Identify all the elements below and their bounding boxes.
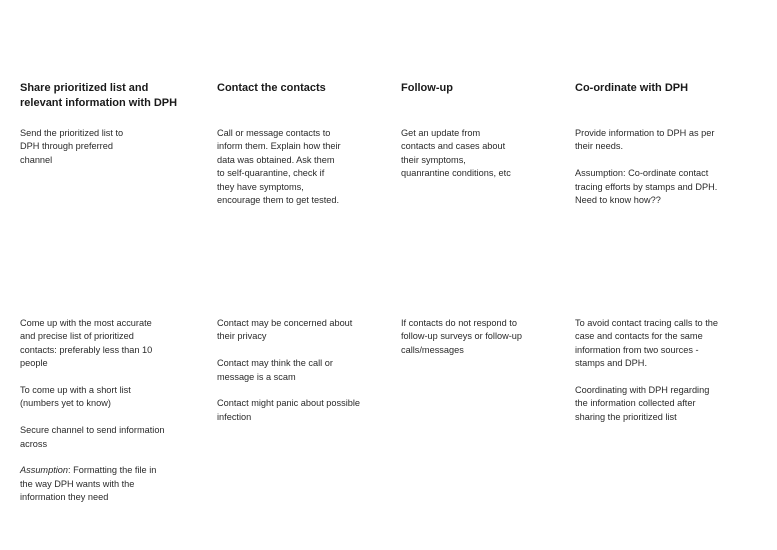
note-paragraph: Come up with the most accurate and precise list of prioritized contacts: preferably less than 10 people [20, 318, 153, 369]
note-paragraph: To avoid contact tracing calls to the case and contacts for the same information from two sources - stamps and DPH. [575, 318, 718, 369]
assumption-label: Assumption [20, 465, 69, 476]
note-paragraph: To come up with a short list (numbers yet to know) [20, 385, 131, 409]
note-paragraph: Coordinating with DPH regarding the information collected after sharing the prioritized list [575, 385, 710, 422]
column-heading: Contact the contacts [217, 82, 326, 94]
column-description [575, 127, 717, 207]
note-paragraph: Secure channel to send information across [20, 425, 165, 449]
description-paragraph: Assumption: Co-ordinate contact tracing efforts by stamps and DPH. Need to know how?? [575, 168, 718, 206]
column-notes [20, 317, 165, 505]
description-paragraph: Call or message contacts to inform them. Explain how their data was obtained. Ask them to self-quarantine, check if they have symptoms, encourage them to get tested. [217, 128, 341, 206]
column-heading: Share prioritized list and relevant information with DPH [20, 82, 178, 109]
column-heading: Co-ordinate with DPH [575, 82, 689, 94]
note-paragraph: Contact might panic about possible infection [217, 398, 361, 422]
description-paragraph: Send the prioritized list to DPH through preferred channel [20, 128, 124, 165]
description-paragraph: Get an update from contacts and cases about their symptoms, quanrantine conditions, etc [401, 128, 511, 179]
note-paragraph: If contacts do not respond to follow-up surveys or follow-up calls/messages [401, 318, 523, 355]
column-notes [575, 317, 718, 424]
column-notes [401, 317, 522, 357]
assumption-note: Assumption: Formatting the file in the way DPH wants with the information they need [20, 465, 157, 503]
column-description [401, 127, 511, 181]
note-paragraph: Contact may think the call or message is a scam [217, 358, 333, 382]
description-paragraph: Provide information to DPH as per their needs. [575, 128, 715, 152]
column-description [20, 127, 123, 167]
column-description [217, 127, 341, 207]
column-heading: Follow-up [401, 82, 453, 94]
note-paragraph: Contact may be concerned about their privacy [217, 318, 353, 342]
column-notes [217, 317, 360, 424]
